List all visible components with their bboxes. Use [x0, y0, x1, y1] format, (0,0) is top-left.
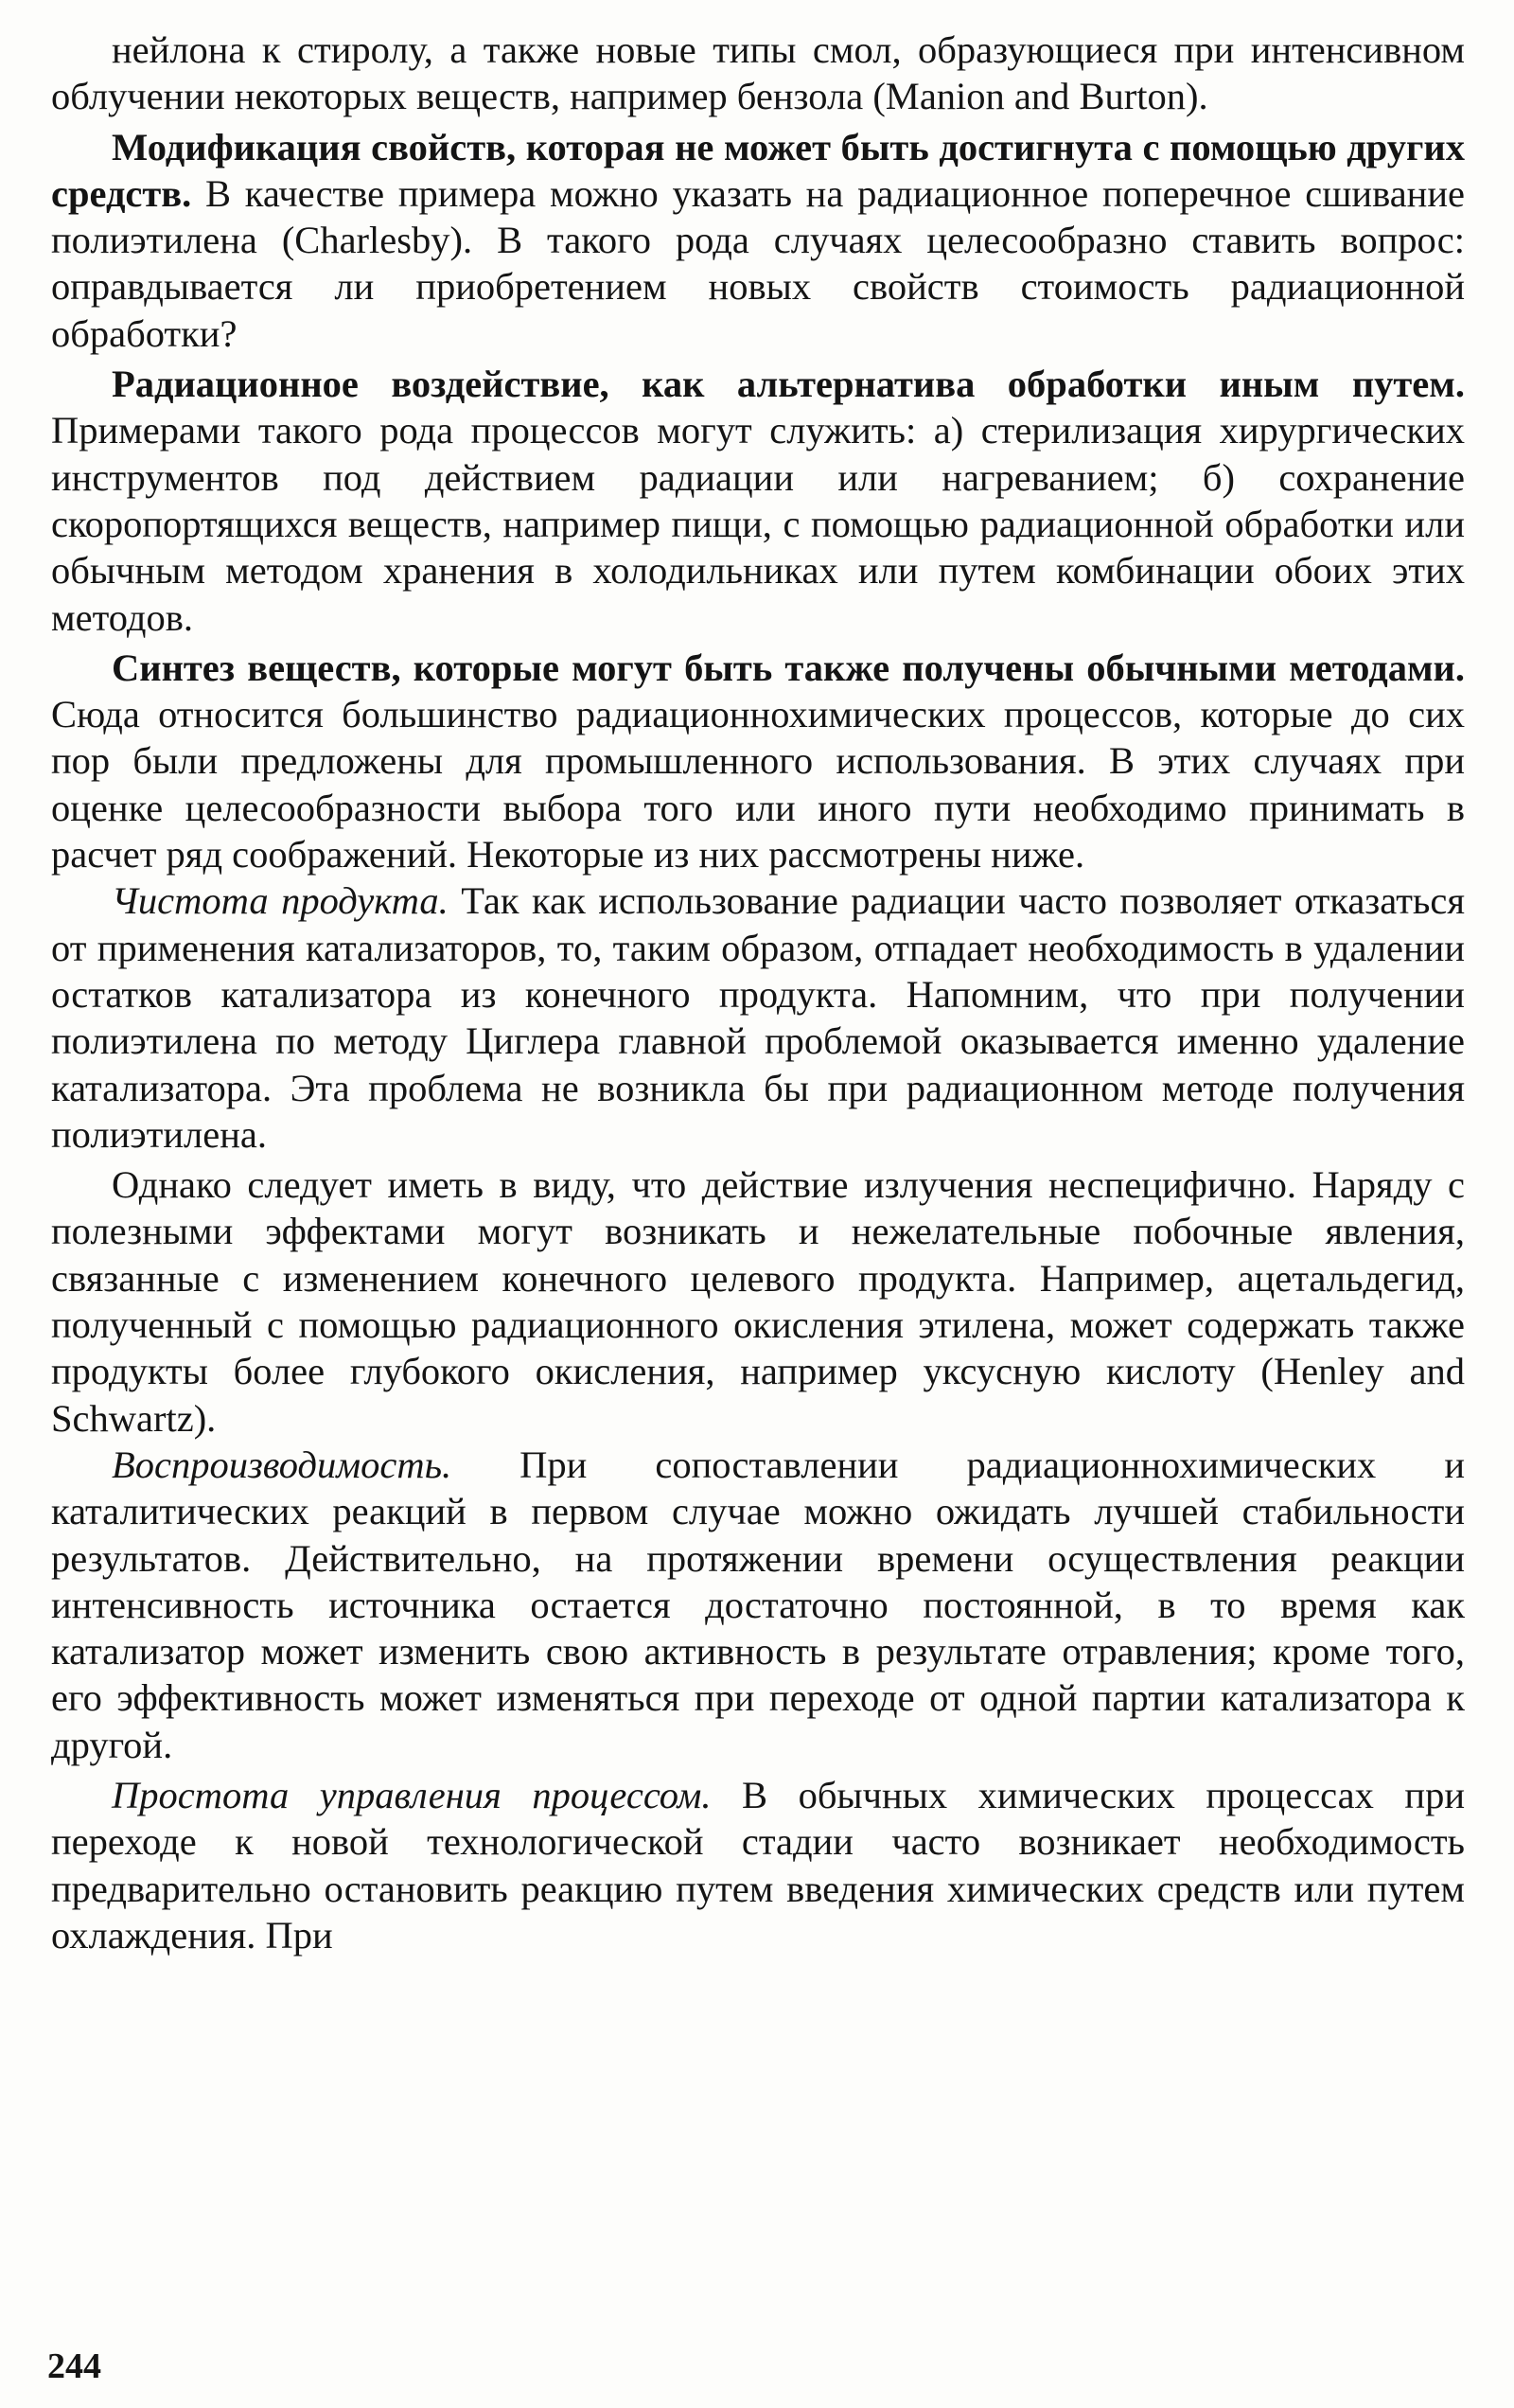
paragraph-continuation: [51, 27, 1465, 120]
page-number: 244: [47, 2346, 101, 2386]
paragraph-text: Примерами такого рода процессов могут служить: а) стерилизация хирургических инструментов под действием радиации или нагреванием; б) сохранение скоропортящихся веществ, например пищи, с помощью радиационной обработки или обычным методом хранения в холодильниках или путем комбинации обоих этих методов.: [51, 409, 1465, 639]
paragraph-text: В качестве примера можно указать на радиационное поперечное сшивание полиэтилена (Charlesby). В такого рода случаях целесообразно ставить вопрос: оправдывается ли приобретением новых свойств стоимость радиационной обработки?: [51, 171, 1465, 355]
paragraph-heading: Простота управления процессом.: [112, 1773, 712, 1816]
paragraph-heading: Чистота продукта.: [112, 879, 449, 923]
paragraph-heading: Синтез веществ, которые могут быть также получены обычными методами.: [112, 646, 1465, 689]
paragraph-process-control: [51, 1772, 1465, 1958]
paragraph-nonspecific-action: [51, 1161, 1465, 1442]
paragraph-text: Сюда относится большинство радиационнохимических процессов, которые до сих пор были предложены для промышленного использования. В этих случаях при оценке целесообразности выбора того или иного пути необходимо принимать в расчет ряд соображений. Некоторые из них рассмотрены ниже.: [51, 693, 1465, 876]
paragraph-product-purity: [51, 877, 1465, 1158]
paragraph-heading: Модификация свойств, которая не может быть достигнута с помощью других средств.: [51, 125, 1465, 215]
paragraph-heading: Воспроизводимость.: [112, 1443, 452, 1486]
body-text: [51, 27, 1465, 1958]
paragraph-text: Однако следует иметь в виду, что действие излучения неспецифично. Наряду с полезными эффектами могут возникать и нежелательные побочные явления, связанные с изменением конечного целевого продукта. Например, ацетальдегид, полученный с помощью радиационного окисления этилена, может содержать также продукты более глубокого окисления, например уксусную кислоту (Henley and Schwartz).: [51, 1163, 1465, 1440]
paragraph-text: В обычных химических процессах при переходе к новой технологической стадии часто возникает необходимость предварительно остановить реакцию путем введения химических средств или путем охлаждения. При: [51, 1773, 1466, 1956]
paragraph-text: нейлона к стиролу, а также новые типы смол, образующиеся при интенсивном облучении некоторых веществ, например бензола (Manion and Burton).: [51, 28, 1465, 118]
paragraph-property-modification: [51, 124, 1465, 357]
paragraph-text: Так как использование радиации часто позволяет отказаться от применения катализаторов, то, таким образом, отпадает необходимость в удалении остатков катализатора из конечного продукта. Напомним, что при получении полиэтилена по методу Циглера главной проблемой оказывается именно удаление катализатора. Эта проблема не возникла бы при радиационном методе получения полиэтилена.: [51, 879, 1466, 1156]
paragraph-reproducibility: [51, 1442, 1465, 1768]
paragraph-text: При сопоставлении радиационнохимических и каталитических реакций в первом случае можно ожидать лучшей стабильности результатов. Действительно, на протяжении времени осуществления реакции интенсивность источника остается достаточно постоянной, в то время как катализатор может изменить свою активность в результате отравления; кроме того, его эффективность может изменяться при переходе от одной партии катализатора к другой.: [51, 1443, 1465, 1766]
paragraph-heading: Радиационное воздействие, как альтернатива обработки иным путем.: [112, 363, 1465, 406]
paragraph-radiation-alternative: [51, 361, 1465, 641]
paragraph-synthesis: [51, 645, 1465, 877]
